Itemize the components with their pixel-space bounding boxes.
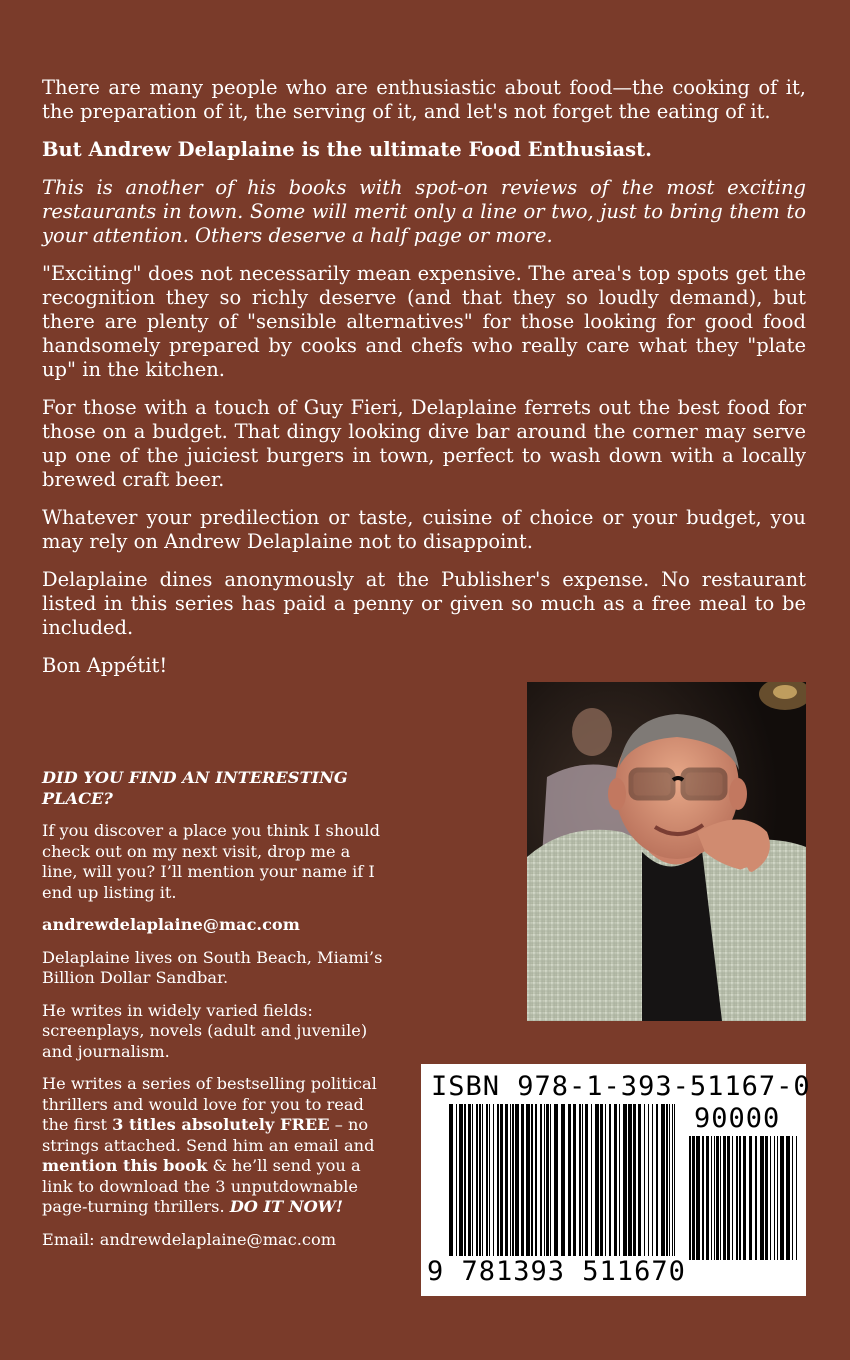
isbn-barcode (421, 1064, 811, 1296)
intro-italic-paragraph: This is another of his books with spot-on reviews of the most exciting restaurants in town. Some will merit only a line or two, just to bring them to your attention. Others deserve a half page or more. (42, 176, 806, 247)
fields-paragraph: He writes in widely varied fields: screenplays, novels (adult and juvenile) and journalism. (42, 1000, 368, 1061)
residence-paragraph: Delaplaine lives on South Beach, Miami’s Billion Dollar Sandbar. (42, 947, 383, 987)
email-line[interactable]: Email: andrewdelaplaine@mac.com (42, 1229, 337, 1249)
sign-off: Bon Appétit! (42, 654, 168, 677)
promo-free-titles: 3 titles absolutely FREE (112, 1115, 330, 1134)
promo-text: & he’ll send you a link to download the 3 unputdownable page-turning thrillers. (42, 1156, 361, 1216)
tagline: But Andrew Delaplaine is the ultimate Food Enthusiast. (42, 138, 652, 161)
anonymous-paragraph: Delaplaine dines anonymously at the Publisher's expense. No restaurant listed in this series has paid a penny or given so much as a free meal to be included. (42, 568, 806, 639)
price-code: 90000 (694, 1103, 781, 1134)
promo-text: He writes a series of bestselling political thrillers and would love for you to read the first (42, 1074, 377, 1134)
contact-heading: DID YOU FIND AN INTERESTING PLACE? (42, 768, 348, 808)
isbn-label: ISBN 978-1-393-51167-0 (431, 1071, 811, 1102)
author-email[interactable]: andrewdelaplaine@mac.com (42, 915, 300, 934)
discover-paragraph: If you discover a place you think I should check out on my next visit, drop me a line, will you? I’ll mention your name if I end up listing it. (42, 821, 380, 902)
budget-paragraph: For those with a touch of Guy Fieri, Delaplaine ferrets out the best food for those on a budget. That dingy looking dive bar around the corner may serve up one of the juiciest burgers in town, perfect to wash down with a locally brewed craft beer. (42, 396, 806, 491)
exciting-paragraph: "Exciting" does not necessarily mean expensive. The area's top spots get the recognition they so richly deserve (and that they so loudly demand), but there are plenty of "sensible alternatives" for those looking for good food handsomely prepared by cooks and chefs who really care what they "plate up" in the kitchen. (42, 262, 806, 381)
author-photo (527, 682, 806, 1021)
intro-paragraph: There are many people who are enthusiastic about food—the cooking of it, the preparation of it, the serving of it, and let's not forget the eating of it. (42, 76, 806, 123)
author-info (42, 768, 387, 1262)
isbn-digits: 9 781393 511670 (427, 1256, 686, 1287)
promo-text: – no strings attached. Send him an email and (42, 1115, 375, 1155)
promo-cta: DO IT NOW! (229, 1197, 343, 1216)
predilection-paragraph: Whatever your predilection or taste, cuisine of choice or your budget, you may rely on Andrew Delaplaine not to disappoint. (42, 506, 806, 553)
back-cover-description (42, 76, 806, 692)
promo-paragraph (42, 1074, 387, 1218)
promo-mention: mention this book (42, 1156, 208, 1175)
